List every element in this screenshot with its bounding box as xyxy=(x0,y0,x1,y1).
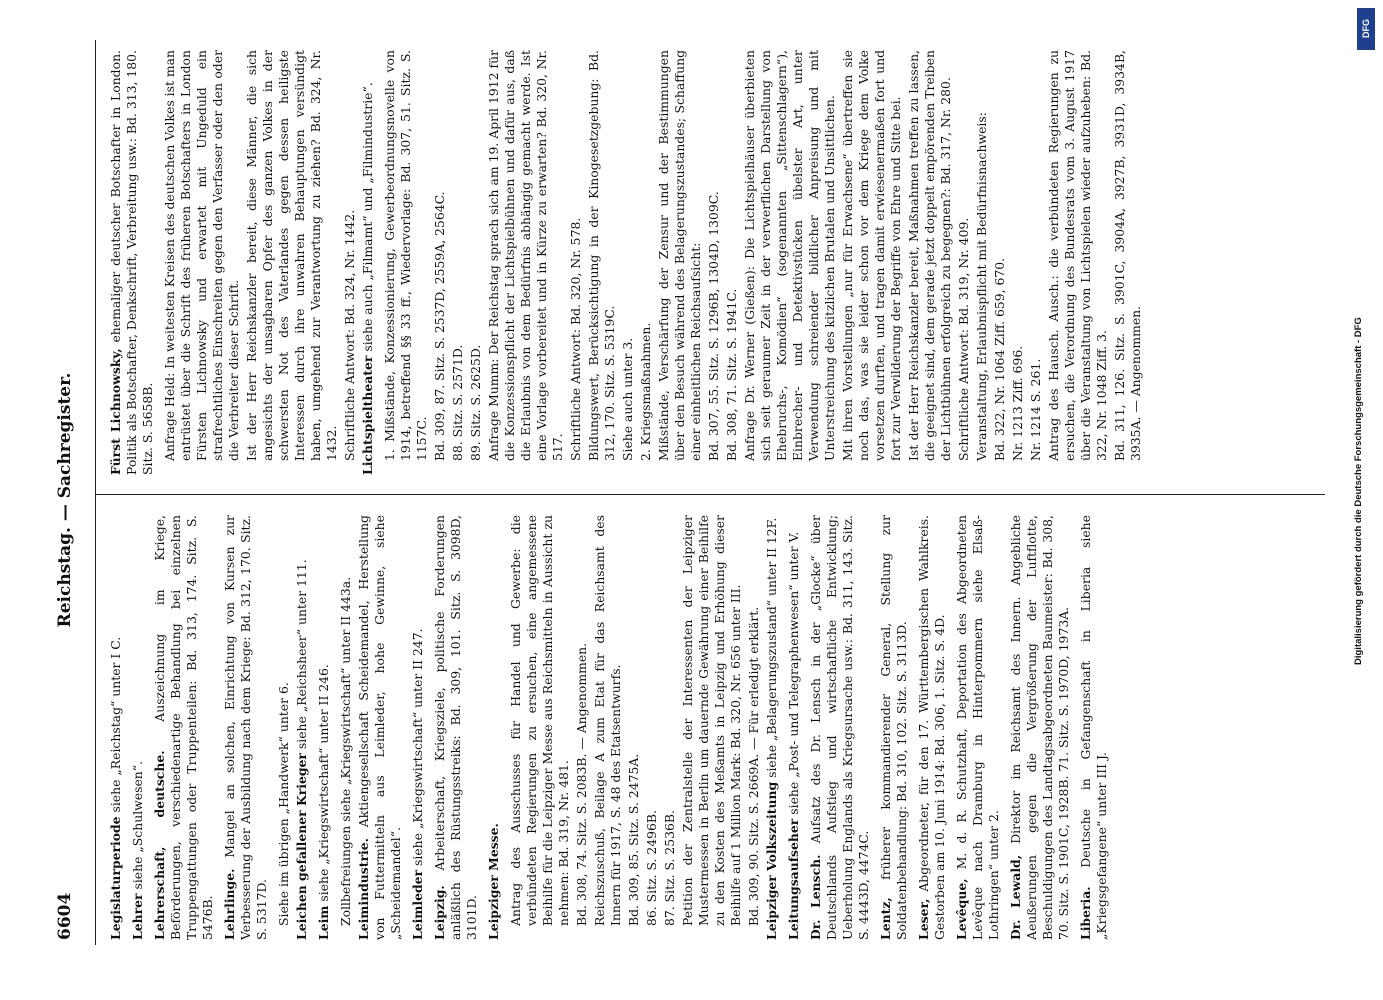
entry-subline: Petition der Zentralstelle der Interessenten der Leipziger Mustermessen in Berlin um dauernde Gewährung einer Beihilfe zu den Kosten des Meßamts in Leipzig und Erhöhung dieser Beihilfe auf 1 Million Mark: Bd. 320, Nr. 656 unter III. xyxy=(680,515,743,926)
entry-text: siehe „Reichstag“ unter I C. xyxy=(108,636,123,817)
register-entry xyxy=(356,515,404,940)
entry-subline: Bd. 309, 85. Sitz. S. 2475A. xyxy=(626,753,641,926)
register-entry xyxy=(294,515,310,940)
entry-subline: Bildungswert, Berücksichtigung in der Kinogesetzgebung: Bd. 312, 170. Sitz. S. 5319C. xyxy=(586,50,617,461)
entry-subline: 86. Sitz. S. 2496B. xyxy=(644,810,659,926)
entry-subline: Antrag des Hausch. Ausch.: die verbündeten Regierungen zu ersuchen, die Verordnung des Bundesrats vom 3. August 1917 über die Veranstaltung von Lichtspielen wieder aufzuheben: Bd. 322, Nr. 1048 Ziff. 3. xyxy=(1046,50,1109,461)
dfg-logo: DFG xyxy=(1357,8,1375,50)
entry-subline: 88. Sitz. S. 2571D. xyxy=(450,344,465,461)
entry-text: siehe „Post- und Telegraphenwesen“ unter V. xyxy=(786,531,801,819)
entry-heading: Lehrlinge. xyxy=(222,868,237,940)
entry-subline: Nr. 1214 S. 261. xyxy=(1028,358,1043,461)
entry-text: Auszeichnung im Kriege, Beförderungen, verschiedenartige Behandlung bei einzelnen Truppengattungen oder Truppenteilen: Bd. 313, 174. Sitz. S. 5476B. xyxy=(152,515,215,940)
entry-text: M. d. R. Schutzhaft, Deportation des Abgeordneten Levêque nach Dramburg in Hinterpommern siehe Elsaß-Lothringen“ unter 2. xyxy=(954,515,1001,940)
entry-heading: Leimleder xyxy=(410,869,425,940)
entry-text: siehe „Kriegswirtschaft“ unter II 247. xyxy=(410,628,425,870)
entry-subline: Anfrage Held: In weitesten Kreisen des deutschen Volkes ist man entrüstet über die Schrift des früheren Botschafters in London Fürsten Lichnowsky und erwartet mit Ungeduld ein strafrechtliches Einschreiten gegen den Verfasser oder den oder die Verbreiter dieser Schrift. xyxy=(162,50,241,461)
entry-text: siehe auch „Filmamt“ und „Filmindustrie“. xyxy=(360,82,375,356)
entry-text: Mangel an solchen, Einrichtung von Kursen zur Verbesserung der Ausbildung nach dem Kriege: Bd. 312, 170. Sitz. S. 5317D. xyxy=(222,515,269,940)
register-entry xyxy=(764,515,780,940)
entry-subline: Siehe im übrigen „Handwerk“ unter 6. xyxy=(276,682,291,926)
entry-text: siehe „Belagerungszustand“ unter II 12F. xyxy=(764,517,779,782)
entry-text: Direktor im Reichsamt des Innern. Angebliche Aeußerungen gegen die Vergrößerung der Luftflotte, Beschuldigungen des Landtagsabgeordneten Baumeister: Bd. 308, 70. Sitz. S. 1901C, 1928B. 71. Sitz. S. 1970D, 1973A. xyxy=(1008,515,1071,940)
register-entry xyxy=(108,50,156,475)
entry-subline: 87. Sitz. S. 2536B. xyxy=(662,810,677,926)
entry-heading: Levêque, xyxy=(954,878,969,940)
entry-text: früherer kommandierender General, Stellung zur Soldatenbehandlung: Bd. 310, 102. Sitz. S. 3113D. xyxy=(878,515,909,940)
register-entry xyxy=(360,50,376,475)
entry-subline: Reichszuschuß, Beilage A zum Etat für das Reichsamt des Innern für 1917, S. 48 des Etatsentwurfs. xyxy=(592,515,623,926)
entry-subline: Siehe auch unter 3. xyxy=(620,337,635,461)
entry-heading: Leipziger Messe. xyxy=(486,823,501,940)
entry-subline: Bd. 308, 74. Sitz. S. 2083B. — Angenommen. xyxy=(574,642,589,926)
register-entry xyxy=(410,515,426,940)
entry-subline: Schriftliche Antwort: Bd. 324, Nr. 1442. xyxy=(342,209,357,461)
entry-subline: Antrag des Ausschusses für Handel und Gewerbe: die verbündeten Regierungen zu ersuchen, eine angemessene Beihilfe für die Leipziger Messe aus Reichsmitteln in Aussicht zu nehmen: Bd. 319, Nr. 481. xyxy=(508,515,571,926)
register-entry xyxy=(432,515,480,940)
digitization-sidebar xyxy=(1343,0,1383,1000)
entry-heading: Leitungsaufseher xyxy=(786,818,801,940)
entry-text: siehe „Schulwesen“. xyxy=(130,760,145,894)
left-column xyxy=(108,515,1116,940)
entry-subline: Veranstaltung, Erlaubnispflicht mit Bedürfnisnachweis: xyxy=(974,112,989,461)
entry-subline: Bd. 311, 126. Sitz. S. 3901C, 3904A, 3927B, 3931D, 3934B, 3935A. — Angenommen. xyxy=(1112,50,1143,461)
column-divider xyxy=(95,494,1325,495)
entry-subline: Mit ihren Vorstellungen „nur für Erwachsene“ übertreffen sie noch das, was sie leider schon vor dem Kriege dem Volke vorsetzen durften, und tragen damit erwiesenermaßen fort und fort zur Verwilderung der Begriffe von Ehre und Sitte bei. xyxy=(840,50,903,461)
entry-subline: Bd. 309, 87. Sitz. S. 2537D, 2559A, 2564C. xyxy=(432,191,447,461)
register-entry xyxy=(1078,515,1110,940)
register-entry xyxy=(316,515,332,940)
entry-heading: Leipziger Volkszeitung xyxy=(764,781,779,940)
entry-heading: Lichtspieltheater xyxy=(360,355,375,475)
register-entry xyxy=(878,515,910,940)
register-entry xyxy=(954,515,1002,940)
register-entry xyxy=(152,515,216,940)
entry-subline: 89. Sitz. S. 2625D. xyxy=(468,344,483,461)
register-entry xyxy=(108,515,124,940)
entry-text: siehe „Kriegswirtschaft“ unter II 246. xyxy=(316,664,331,906)
entry-text: Abgeordneter, für den 17. Württembergischen Wahlkreis. Gestorben am 10. Juni 1914: Bd. 306, 1. Sitz. S. 4D. xyxy=(916,515,947,940)
entry-heading: Leser, xyxy=(916,898,931,940)
entry-heading: Lehrerschaft, deutsche. xyxy=(152,750,167,940)
entry-heading: Leipzig. xyxy=(432,885,447,940)
entry-subline: Mißstände, Verschärfung der Zensur und der Bestimmungen über den Besuch während des Belagerungszustandes; Schaffung einer einheitlichen Reichsaufsicht: xyxy=(656,50,703,461)
entry-heading: Leimindustrie. xyxy=(356,838,371,940)
entry-subline: Bd. 307, 55. Sitz. S. 1296B, 1304D, 1309C. xyxy=(706,191,721,461)
entry-subline: Ist der Herr Reichskanzler bereit, diese Männer, die sich angesichts der unsagbaren Opfer des ganzen Volkes in der schwersten Not des Vaterlandes gegen dessen heiligste Interessen durch ihre unwahren Behauptungen versündigt haben, umgehend zur Verantwortung zu ziehen? Bd. 324, Nr. 1432. xyxy=(244,50,339,461)
entry-heading: Lehrer xyxy=(130,893,145,940)
entry-subline: Nr. 1213 Ziff. 696. xyxy=(1010,345,1025,461)
register-entry xyxy=(916,515,948,940)
register-entry xyxy=(808,515,872,940)
entry-heading: Dr. Lensch. xyxy=(808,854,823,940)
entry-text: Aufsatz des Dr. Lensch in der „Glocke“ über Deutschlands Aufstieg und wirtschaftliche Entwicklung; Ueberholung Englands als Kriegsursache usw.: Bd. 311, 143. Sitz. S. 4443D, 4474C. xyxy=(808,515,871,940)
entry-subline: Anfrage Dr. Werner (Gießen): Die Lichtspielhäuser überbieten sich seit geraumer Zeit in der verwerflichen Darstellung von Ehebruchs-, Komödien“ (sogenannten „Sittenschlagern“), Einbrecher- und Detektivstücken übelster Art, unter Verwendung schreiender bildlicher Anpreisung und mit Unterstreichung des kitzlichen Brutalen und Unsittlichen. xyxy=(742,50,837,461)
entry-subline: Ist der Herr Reichskanzler bereit, Maßnahmen treffen zu lassen, die geeignet sind, dem gerade jetzt doppelt empörenden Treiben der Lichtbühnen erfolgreich zu begegnen?: Bd. 317, Nr. 280. xyxy=(906,50,953,461)
entry-subline: 1. Mißstände, Konzessionierung, Gewerbeordnungsnovelle von 1914, betreffend §§ 33 ff., Wiedervorlage: Bd. 307, 51. Sitz. S. 1157C. xyxy=(382,50,429,461)
entry-text: siehe „Reichsheer“ unter 111. xyxy=(294,559,309,754)
entry-subline: Zollbefreiungen siehe „Kriegswirtschaft“ unter II 443a. xyxy=(338,576,353,926)
entry-heading: Lentz, xyxy=(878,897,893,940)
entry-heading: Leichen gefallener Krieger xyxy=(294,753,309,940)
register-entry xyxy=(486,515,502,940)
page-header xyxy=(55,0,85,1000)
entry-subline: Anfrage Mumm: Der Reichstag sprach sich am 19. April 1912 für die Konzessionspflicht der Lichtspielbühnen und dafür aus, daß die Erlaubnis von dem Bedürfnis abhängig gemacht werde. Ist eine Vorlage vorbereitet und in Kürze zu erwarten? Bd. 320, Nr. 517. xyxy=(486,50,565,461)
register-entry xyxy=(222,515,270,940)
entry-heading: Leim xyxy=(316,905,331,940)
right-column xyxy=(108,50,1146,475)
entry-heading: Fürst Lichnowsky, xyxy=(108,348,123,475)
entry-heading: Liberia. xyxy=(1078,886,1093,940)
entry-heading: Dr. Lewald, xyxy=(1008,854,1023,940)
entry-text: Arbeiterschaft, Kriegsziele, politische Forderungen anläßlich des Rüstungsstreiks: Bd. 309, 101. Sitz. S. 3098D, 3101D. xyxy=(432,515,479,940)
entry-subline: Bd. 322, Nr. 1064 Ziff. 659, 670. xyxy=(992,257,1007,461)
page-number: 6604 xyxy=(55,892,75,940)
register-entry xyxy=(130,515,146,940)
digitization-credit: Digitalisierung gefördert durch die Deutsche Forschungsgemeinschaft - DFG xyxy=(1353,317,1364,665)
register-entry xyxy=(786,515,802,940)
register-entry xyxy=(1008,515,1072,940)
entry-heading: Legislaturperiode xyxy=(108,816,123,940)
entry-subline: Schriftliche Antwort: Bd. 319, Nr. 409. xyxy=(956,217,971,461)
entry-subline: 2. Kriegsmaßnahmen. xyxy=(638,322,653,461)
entry-subline: Bd. 308, 71. Sitz. S. 1941C. xyxy=(724,288,739,461)
entry-subline: Bd. 309, 90. Sitz. S. 2669A. — Für erledigt erklärt. xyxy=(746,606,761,926)
entry-text: Aktiengesellschaft Scheidemandel, Herstellung von Futtermitteln aus Leimleder, hohe Gewinne, siehe „Scheidemandel“. xyxy=(356,515,403,940)
entry-text: Deutsche in Gefangenschaft in Liberia siehe „Kriegsgefangene“ unter III J. xyxy=(1078,515,1109,940)
entry-subline: Schriftliche Antwort: Bd. 320, Nr. 578. xyxy=(568,217,583,461)
running-title: Reichstag. — Sachregister. xyxy=(55,372,75,628)
entry-text: ehemaliger deutscher Botschafter in London. Politik als Botschafter, Denkschrift, Verbreitung usw.: Bd. 313, 180. Sitz. S. 5658B. xyxy=(108,50,155,475)
header-rule xyxy=(95,40,96,945)
